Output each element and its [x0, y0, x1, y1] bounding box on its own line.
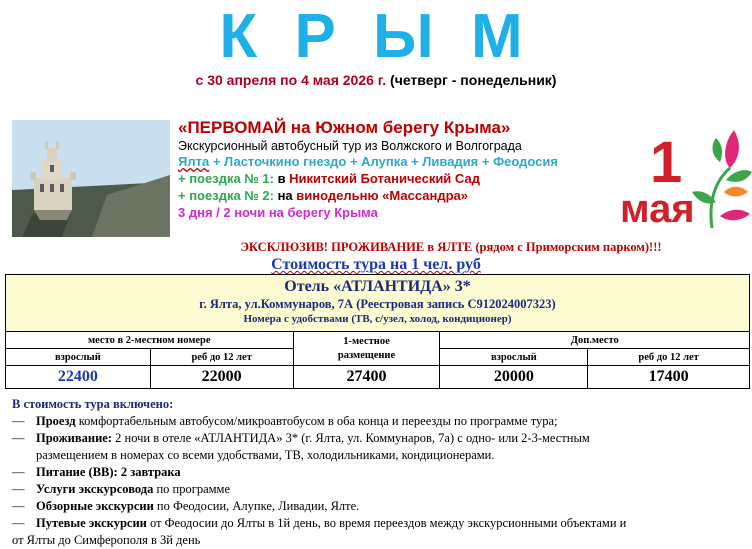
group-extra-place: Доп.место	[440, 332, 750, 349]
list-dash: —	[12, 499, 25, 513]
tour-route	[178, 154, 558, 169]
tour-name: «ПЕРВОМАЙ на Южном берегу Крыма»	[178, 118, 511, 137]
price-table-values-row	[6, 366, 750, 389]
included-item	[12, 430, 742, 464]
included-item-bold: Обзорные экскурсии	[36, 499, 154, 513]
hotel-name: Отель «АТЛАНТИДА» 3*	[284, 278, 471, 295]
included-item-text: комфортабельным автобусом/микроавтобусом в оба конца и переезды по программе тура;	[75, 414, 558, 428]
route-start: Ялта	[178, 154, 210, 169]
price-title	[0, 256, 752, 274]
included-item-text: 2 ночи в отеле «АТЛАНТИДА» 3* (г. Ялта, ул. Коммунаров, 7а) с одно- или 2-3-местным	[112, 431, 590, 445]
included-item	[12, 515, 742, 549]
may-day-word: мая	[620, 187, 695, 231]
list-dash: —	[12, 482, 25, 496]
included-item-bold: Проезд	[36, 414, 76, 428]
route-rest: + Ласточкино гнездо + Алупка + Ливадия + Феодосия	[209, 154, 558, 169]
included-item-text: от Феодосии до Ялты в 1й день, во время переездов между экскурсионными объектами и	[146, 516, 627, 530]
double-adult-header: взрослый	[6, 349, 151, 366]
trip-2-label: + поездка № 2:	[178, 188, 274, 203]
may-day-number: 1	[650, 130, 683, 195]
tour-subtitle: Экскурсионный автобусный тур из Волжского и Волгограда	[178, 139, 522, 153]
trip-2-preposition: на	[273, 188, 297, 203]
trip-1-place: Никитский Ботанический Сад	[289, 171, 480, 186]
double-child-header: реб до 12 лет	[150, 349, 293, 366]
tour-dates	[0, 72, 752, 88]
included-item-continuation: от Ялты до Симферополя в 3й день	[12, 533, 201, 547]
extra-child-price: 17400	[588, 366, 750, 389]
extra-adult-header: взрослый	[440, 349, 588, 366]
included-item-bold: Услуги экскурсовода	[36, 482, 154, 496]
list-dash: —	[12, 516, 25, 530]
hotel-rooms: Номера с удобствами (ТВ, с/узел, холод, кондиционер)	[243, 313, 512, 325]
tour-dates-range: с 30 апреля по 4 мая 2026 г.	[195, 72, 387, 88]
included-item	[12, 464, 742, 481]
may-day-badge	[612, 120, 752, 240]
included-item-continuation: размещением в номерах со всеми удобствами, ТВ, холодильниками, кондиционерами.	[36, 448, 495, 462]
tour-dates-weekdays: (четверг - понедельник)	[390, 72, 557, 88]
included-item	[12, 481, 742, 498]
double-child-price: 22000	[150, 366, 293, 389]
double-adult-price: 22400	[6, 366, 151, 389]
list-dash: —	[12, 431, 25, 445]
trip-1-preposition: в	[273, 171, 290, 186]
trip-1	[178, 171, 480, 186]
included-item-text: по программе	[153, 482, 231, 496]
included-title: В стоимость тура включено:	[12, 397, 174, 411]
price-table-group-row	[6, 332, 750, 349]
extra-child-header: реб до 12 лет	[588, 349, 750, 366]
included-item	[12, 498, 742, 515]
included-item-bold: Путевые экскурсии	[36, 516, 147, 530]
tour-duration: 3 дня / 2 ночи на берегу Крыма	[178, 205, 378, 220]
page-title: К Р Ы М	[219, 2, 533, 71]
included-item-bold: Питание (ВВ): 2 завтрака	[36, 465, 181, 479]
trip-2-place: винодельню «Массандра»	[296, 188, 468, 203]
trip-2	[178, 188, 468, 203]
trip-1-label: + поездка № 1:	[178, 171, 274, 186]
exclusive-notice: ЭКСКЛЮЗИВ! ПРОЖИВАНИЕ в ЯЛТЕ (рядом с Приморским парком)!!!	[240, 240, 662, 254]
list-dash: —	[12, 414, 25, 428]
single-room-header: 1-местное размещение	[293, 332, 440, 366]
swallow-nest-photo	[12, 120, 170, 237]
included-item-text: по Феодосии, Алупке, Ливадии, Ялте.	[153, 499, 360, 513]
extra-adult-price: 20000	[440, 366, 588, 389]
list-dash: —	[12, 465, 25, 479]
hotel-header	[5, 274, 750, 332]
single-price: 27400	[293, 366, 440, 389]
group-double-room: место в 2-местном номере	[6, 332, 294, 349]
included-item	[12, 413, 742, 430]
price-table	[5, 331, 750, 389]
included-item-bold: Проживание:	[36, 431, 112, 445]
hotel-address: г. Ялта, ул.Коммунаров, 7А (Реестровая запись С912024007323)	[199, 297, 556, 311]
price-title-text: Стоимость тура на 1 чел. руб	[271, 256, 481, 273]
